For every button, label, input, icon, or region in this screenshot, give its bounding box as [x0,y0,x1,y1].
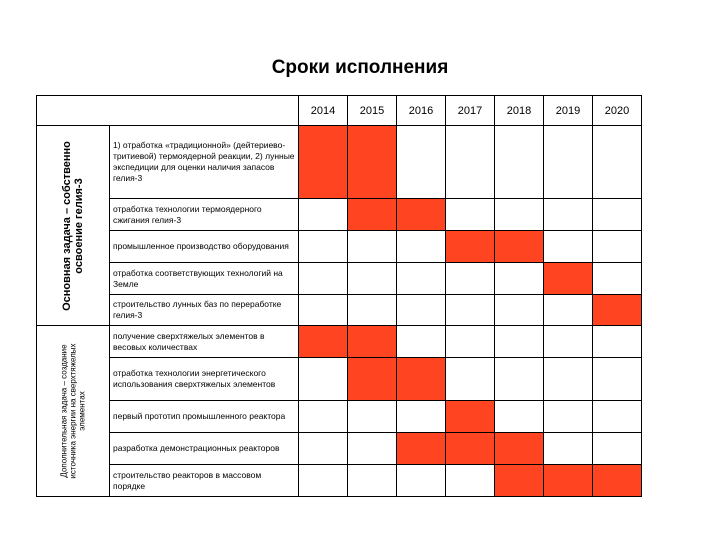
group-label-text: Дополнительная задача – создание источника энергии на сверхтяжелых элементах [59,343,87,479]
timeline-cell [593,199,642,231]
timeline-cell-active [495,465,544,497]
timeline-cell [446,263,495,295]
timeline-cell [593,326,642,358]
group-label-text: Основная задача – собственно освоение гелия-3 [61,140,85,311]
task-label: строительство лунных баз по переработке гелия-3 [110,295,299,326]
timeline-cell [593,231,642,263]
timeline-cell [299,433,348,465]
timeline-cell [593,358,642,401]
timeline-cell [299,465,348,497]
timeline-cell [299,199,348,231]
timeline-cell [495,263,544,295]
year-header: 2018 [495,96,544,126]
timeline-cell-active [348,358,397,401]
schedule-table [36,95,642,497]
year-header: 2016 [397,96,446,126]
timeline-cell [593,263,642,295]
timeline-cell [544,433,593,465]
task-label: разработка демонстрационных реакторов [110,433,299,465]
timeline-cell-active [593,465,642,497]
timeline-cell [348,263,397,295]
timeline-cell [299,358,348,401]
timeline-cell [348,231,397,263]
timeline-cell [299,401,348,433]
task-row [37,433,642,465]
timeline-cell-active [397,433,446,465]
timeline-cell [495,358,544,401]
task-row [37,199,642,231]
timeline-cell-active [446,231,495,263]
timeline-cell-active [446,433,495,465]
timeline-cell [593,401,642,433]
timeline-cell [446,465,495,497]
task-row [37,326,642,358]
timeline-cell-active [299,126,348,199]
timeline-cell [397,295,446,326]
timeline-cell-active [544,263,593,295]
timeline-cell-active [299,326,348,358]
timeline-cell [299,231,348,263]
timeline-cell [544,401,593,433]
timeline-cell-active [348,199,397,231]
timeline-cell [544,231,593,263]
year-header: 2020 [593,96,642,126]
timeline-cell [397,231,446,263]
year-header: 2017 [446,96,495,126]
timeline-cell-active [544,465,593,497]
timeline-cell [495,326,544,358]
year-header: 2019 [544,96,593,126]
timeline-cell [593,433,642,465]
task-label: отработка технологии термоядерного сжигания гелия-3 [110,199,299,231]
page-title: Сроки исполнения [271,57,449,78]
task-label: строительство реакторов в массовом порядке [110,465,299,497]
task-label: отработка соответствующих технологий на Земле [110,263,299,295]
header-blank-cell [37,96,299,126]
timeline-cell [544,358,593,401]
year-header: 2014 [299,96,348,126]
timeline-cell [544,326,593,358]
timeline-cell [348,401,397,433]
timeline-cell [348,465,397,497]
timeline-cell [495,401,544,433]
timeline-cell [299,295,348,326]
timeline-cell [544,295,593,326]
timeline-cell [397,401,446,433]
timeline-cell [397,126,446,199]
task-row [37,231,642,263]
timeline-cell [593,126,642,199]
group-label-main [37,126,110,326]
timeline-cell [397,326,446,358]
timeline-cell-active [495,433,544,465]
timeline-cell [348,295,397,326]
task-row [37,263,642,295]
task-row [37,465,642,497]
task-label: первый прототип промышленного реактора [110,401,299,433]
timeline-cell [446,295,495,326]
task-row [37,401,642,433]
timeline-cell [544,126,593,199]
timeline-cell [397,465,446,497]
task-row [37,358,642,401]
timeline-cell-active [348,126,397,199]
timeline-cell [544,199,593,231]
timeline-cell [348,433,397,465]
year-header: 2015 [348,96,397,126]
task-row [37,295,642,326]
task-row [37,126,642,199]
timeline-cell [446,199,495,231]
timeline-cell [446,358,495,401]
timeline-cell [446,326,495,358]
task-label: 1) отработка «традиционной» (дейтериево-тритиевой) термоядерной реакции, 2) лунные экспедиции для оценки наличия запасов гелия-3 [110,126,299,199]
timeline-cell [397,263,446,295]
task-label: получение сверхтяжелых элементов в весовых количествах [110,326,299,358]
timeline-cell [495,126,544,199]
timeline-cell-active [348,326,397,358]
timeline-cell-active [593,295,642,326]
timeline-cell-active [397,199,446,231]
timeline-cell [495,199,544,231]
timeline-cell-active [397,358,446,401]
group-label-additional [37,326,110,497]
task-label: отработка технологии энергетического использования сверхтяжелых элементов [110,358,299,401]
timeline-cell-active [446,401,495,433]
year-header-row [37,96,642,126]
timeline-cell [446,126,495,199]
timeline-cell-active [495,231,544,263]
timeline-cell [495,295,544,326]
task-label: промышленное производство оборудования [110,231,299,263]
timeline-cell [299,263,348,295]
